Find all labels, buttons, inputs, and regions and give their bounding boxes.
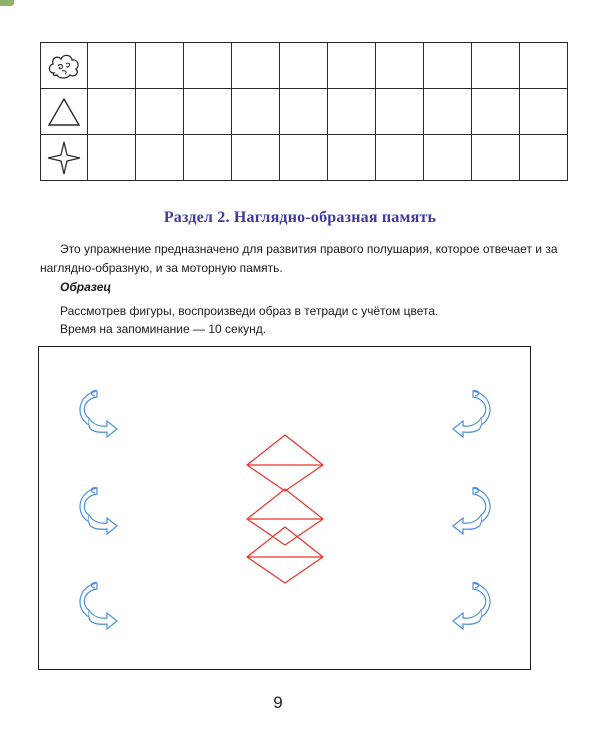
grid-cell	[280, 135, 328, 181]
grid-cell	[136, 135, 184, 181]
sample-label: Образец	[60, 280, 112, 294]
curved-arrow-left-icon	[453, 488, 490, 534]
symbol-grid	[40, 42, 568, 181]
red-envelope-shapes	[247, 435, 323, 583]
grid-cell	[472, 43, 520, 89]
grid-cell	[328, 89, 376, 135]
grid-cell	[88, 43, 136, 89]
grid-cell	[424, 135, 472, 181]
cloud-icon	[41, 43, 88, 89]
grid-cell	[424, 89, 472, 135]
grid-cell	[88, 135, 136, 181]
grid-cell	[184, 135, 232, 181]
triangle-icon	[41, 89, 88, 135]
grid-cell	[520, 43, 568, 89]
instructions	[60, 302, 438, 338]
page-corner-mark	[0, 0, 14, 6]
grid-cell	[232, 89, 280, 135]
curved-arrow-right-icon	[80, 488, 117, 534]
red-envelope-shape	[247, 527, 323, 583]
grid-row-cloud	[41, 43, 568, 89]
grid-cell	[472, 135, 520, 181]
grid-cell	[376, 135, 424, 181]
curved-arrow-right-icon	[80, 583, 117, 629]
grid-cell	[424, 43, 472, 89]
grid-cell	[520, 89, 568, 135]
grid-cell	[472, 89, 520, 135]
sample-figure	[39, 347, 532, 671]
curved-arrow-right-icon	[80, 391, 117, 437]
grid-cell	[520, 135, 568, 181]
red-envelope-shape	[247, 435, 323, 491]
grid-cell	[328, 43, 376, 89]
grid-cell	[184, 89, 232, 135]
grid-cell	[136, 43, 184, 89]
grid-cell	[280, 89, 328, 135]
instruction-line-1: Рассмотрев фигуры, воспроизведи образ в тетради с учётом цвета.	[60, 304, 439, 318]
red-envelope-shape	[247, 489, 323, 545]
page-number: 9	[273, 693, 283, 712]
intro-paragraph: Это упражнение предназначено для развития правого полушария, которое отвечает и за наглядно-образную, и за моторную память.	[40, 242, 558, 275]
curved-arrow-left-icon	[453, 391, 490, 437]
grid-cell	[376, 43, 424, 89]
grid-cell	[88, 89, 136, 135]
grid-cell	[376, 89, 424, 135]
grid-cell	[184, 43, 232, 89]
four-point-star-icon	[41, 135, 88, 181]
sample-figure-frame	[38, 346, 531, 670]
grid-cell	[232, 135, 280, 181]
grid-row-star	[41, 135, 568, 181]
grid-cell	[280, 43, 328, 89]
grid-row-triangle	[41, 89, 568, 135]
section-title: Раздел 2. Наглядно-образная память	[163, 209, 437, 226]
grid-cell	[136, 89, 184, 135]
grid-cell	[328, 135, 376, 181]
grid-cell	[232, 43, 280, 89]
curved-arrow-left-icon	[453, 583, 490, 629]
instruction-line-2: Время на запоминание — 10 секунд.	[60, 322, 267, 336]
